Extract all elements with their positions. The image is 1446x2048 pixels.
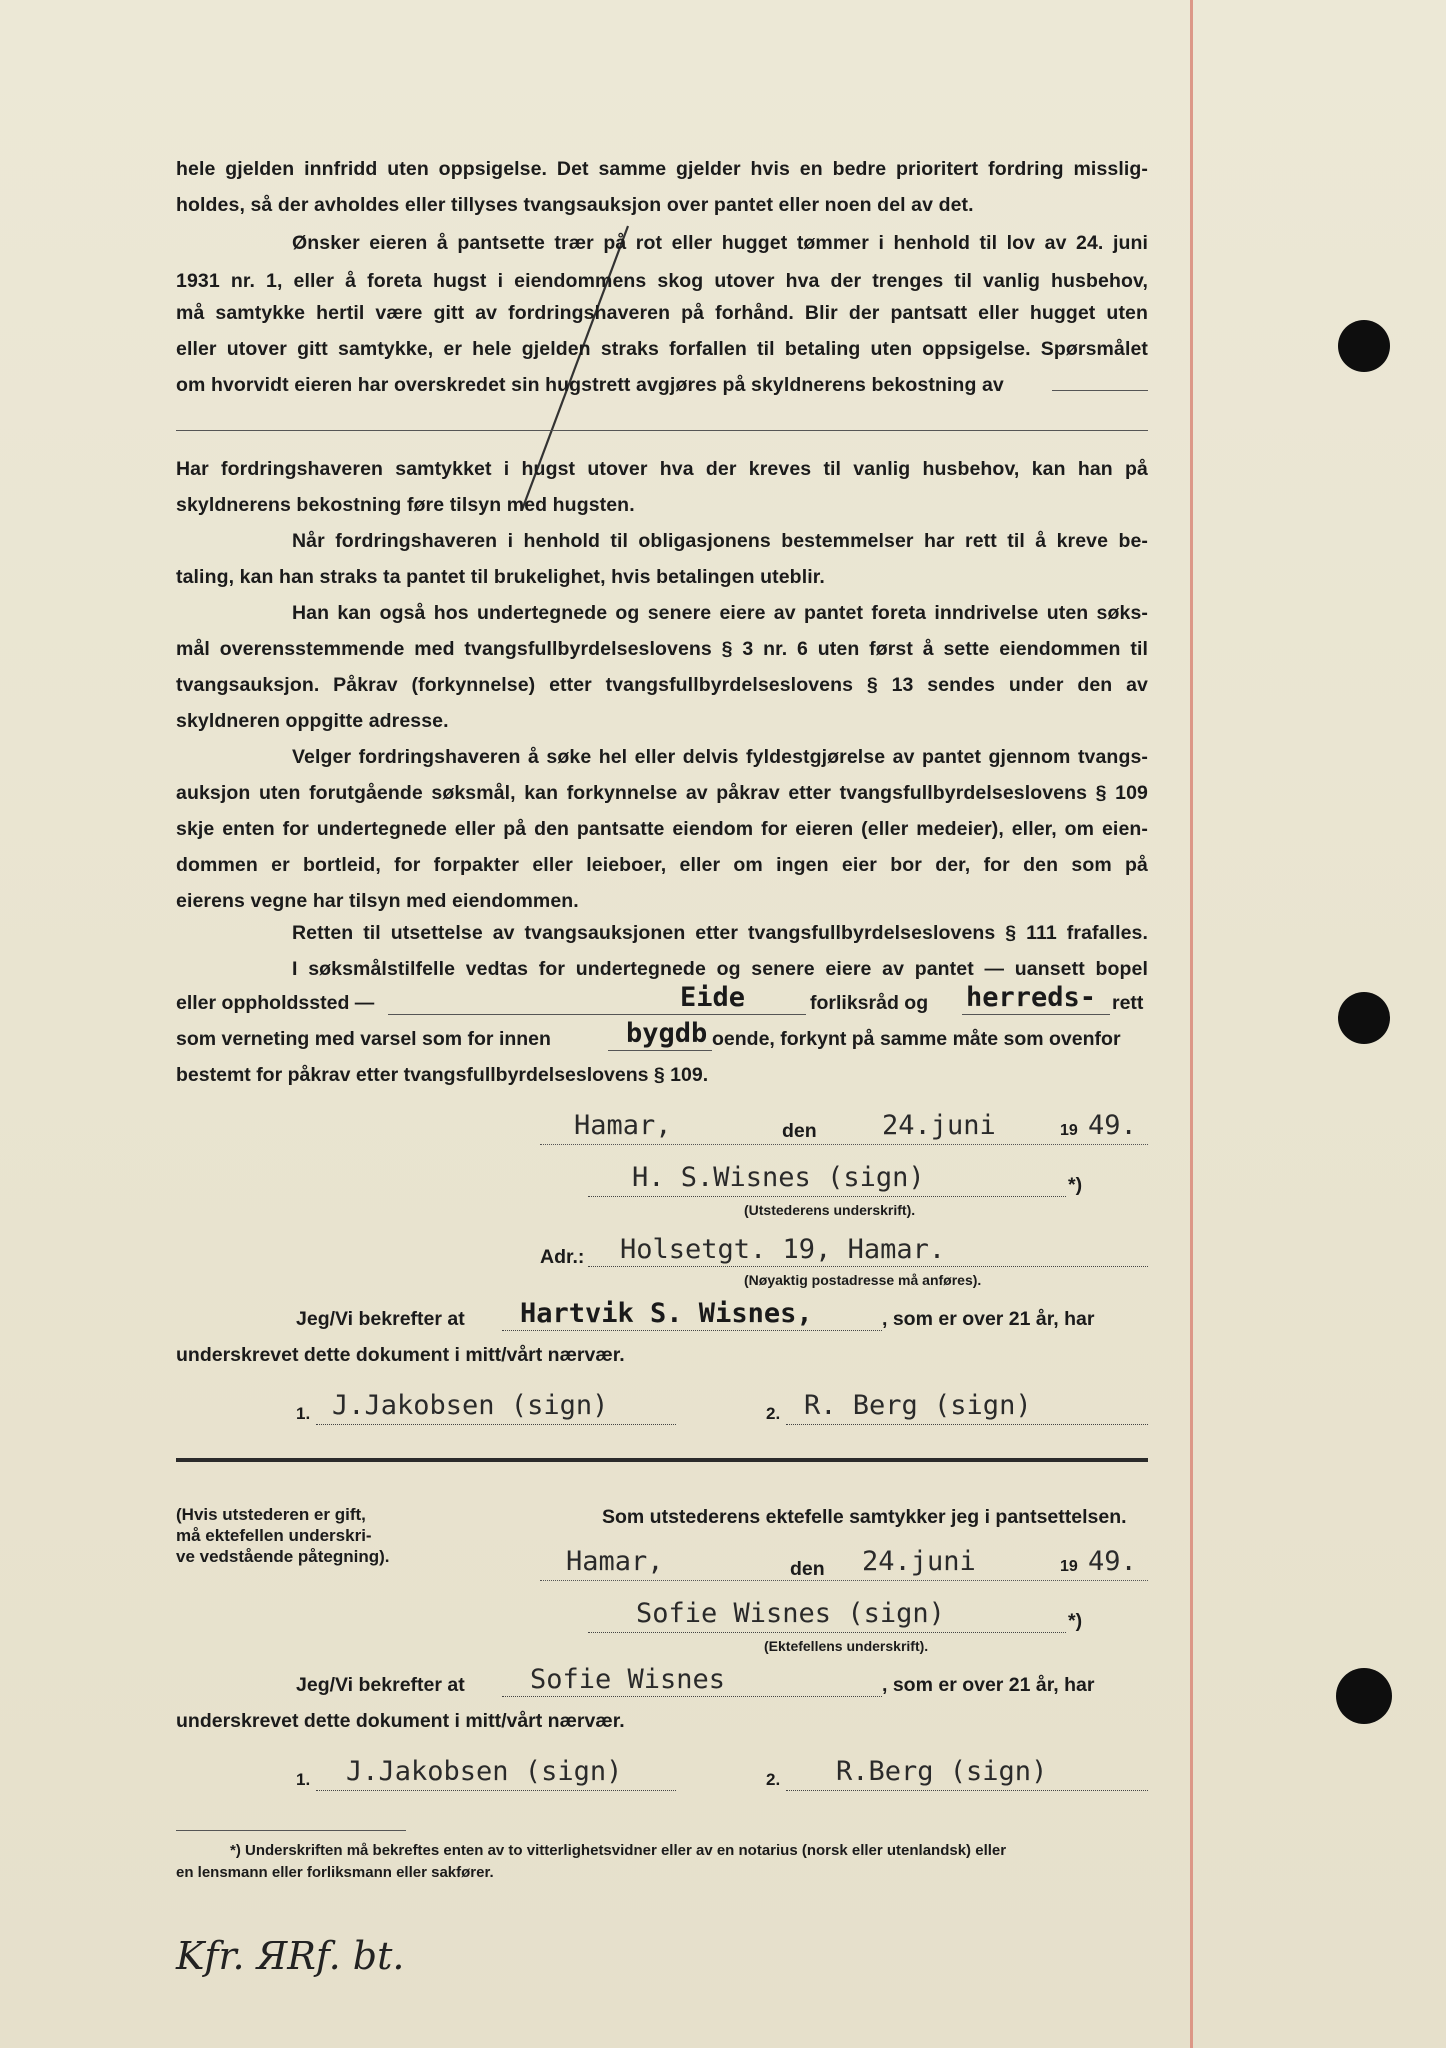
witness2-num2: 2. [766,1770,781,1789]
signature-line [786,1790,1148,1791]
address-value: Holsetgt. 19, Hamar. [620,1234,946,1265]
signature-line [588,1632,1066,1633]
para2-line2: 1931 nr. 1, eller å foreta hugst i eiendommens skog utover hva der trenges til vanlig husbehov, [176,270,1148,292]
spouse-note-3: ve vedstående påtegning). [176,1547,390,1566]
signature-line [316,1424,676,1425]
para3-line1: Har fordringshaveren samtykket i hugst utover hva der kreves til vanlig husbehov, kan han på [176,458,1148,480]
para8-line1: I søksmålstilfelle vedtas for undertegnede og senere eiere av pantet — uansett bopel [292,958,1148,980]
court-type: herreds- [966,982,1097,1013]
para2-line3: må samtykke hertil være gitt av fordringshaveren på forhånd. Blir der pantsatt eller hugget uten [176,302,1148,324]
para8-line3-b: oende, forkynt på samme måte som ovenfor [712,1028,1121,1050]
witness1-line1-a: Jeg/Vi bekrefter at [296,1308,465,1330]
witness2-num1: 1. [296,1770,311,1789]
para5-line3: tvangsauksjon. Påkrav (forkynnelse) etter tvangsfullbyrdelseslovens § 13 sendes under den av [176,674,1148,696]
date2-year: 49. [1088,1546,1137,1577]
fill-rule [502,1696,882,1697]
punch-hole-bottom [1336,1668,1392,1724]
para8-line2-c: rett [1112,992,1144,1014]
footnote-line1: *) Underskriften må bekreftes enten av to vitterlighetsvidner eller av en notarius (norsk eller utenlandsk) eller [230,1842,1007,1859]
para8-line2-a: eller oppholdssted — [176,992,375,1014]
para4-line2: taling, kan han straks ta pantet til brukelighet, hvis betalingen uteblir. [176,566,825,588]
para6-line3: skje enten for undertegnede eller på den pantsatte eiendom for eieren (eller medeier), eller, om eien- [176,818,1148,840]
date1-year: 49. [1088,1110,1137,1141]
witness1-num2: 2. [766,1404,781,1423]
date1-century: 19 [1060,1122,1078,1139]
para1-line2: holdes, så der avholdes eller tillyses tvangsauksjon over pantet eller noen del av det. [176,194,974,216]
date2-place: Hamar, [566,1546,664,1577]
spouse-signature-caption: (Ektefellens underskrift). [764,1638,929,1654]
fill-rule [1052,390,1148,391]
para2-line4: eller utover gitt samtykke, er hele gjelden straks forfallen til betaling uten oppsigelse. Spørsmålet [176,338,1148,360]
para2-line1: Ønsker eieren å pantsette trær på rot eller hugget tømmer i henhold til lov av 24. juni [292,232,1148,254]
witness1-line1-b: , som er over 21 år, har [882,1308,1095,1330]
para2-line5: om hvorvidt eieren har overskredet sin hugstrett avgjøres på skyldnerens bekostning av [176,374,1004,396]
signature-line [588,1196,1066,1197]
date2-day: 24.juni [862,1546,976,1577]
witness1-issuer-name: Hartvik S. Wisnes, [520,1298,813,1329]
para6-line4: dommen er bortleid, for forpakter eller leieboer, eller om ingen eier bor der, for den som på [176,854,1148,876]
fill-rule [502,1330,882,1331]
issuer-signature-caption: (Utstederens underskrift). [744,1202,916,1218]
date2-century: 19 [1060,1558,1078,1575]
footnote-rule [176,1830,406,1831]
address-caption: (Nøyaktig postadresse må anføres). [744,1272,982,1288]
spouse-note-1: (Hvis utstederen er gift, [176,1505,366,1524]
para1-line1: hele gjelden innfridd uten oppsigelse. Det samme gjelder hvis en bedre prioritert fordring misslig- [176,158,1148,180]
red-margin-line [1190,0,1193,2048]
para6-line2: auksjon uten forutgående søksmål, kan forkynnelse av påkrav etter tvangsfullbyrdelseslovens § 109 [176,782,1148,804]
para8-line2-b: forliksråd og [810,992,929,1014]
witness2-line1-b: , som er over 21 år, har [882,1674,1095,1696]
handwritten-note: Kfr. ЯRf. bt. [176,1934,405,1978]
para5-line2: mål overensstemmende med tvangsfullbyrdelseslovens § 3 nr. 6 uten først å sette eiendommen til [176,638,1148,660]
date1-place: Hamar, [574,1110,672,1141]
witness2-spouse-name: Sofie Wisnes [530,1664,726,1695]
witness2-line2: underskrevet dette dokument i mitt/vårt nærvær. [176,1710,625,1732]
witness1-num1: 1. [296,1404,311,1423]
signature-line [786,1424,1148,1425]
fill-rule [608,1050,712,1051]
spouse-heading: Som utstederens ektefelle samtykker jeg i pantsettelsen. [602,1506,1127,1528]
spouse-note-2: må ektefellen underskri- [176,1526,372,1545]
address-label: Adr.: [540,1246,585,1268]
para3-line2: skyldnerens bekostning føre tilsyn med hugsten. [176,494,635,516]
para7-line1: Retten til utsettelse av tvangsauksjonen etter tvangsfullbyrdelseslovens § 111 frafalles. [292,922,1148,944]
date1-den: den [782,1120,817,1142]
punch-hole-top [1338,320,1390,372]
signature-line [316,1790,676,1791]
para8-line3-a: som verneting med varsel som for innen [176,1028,551,1050]
section-divider [176,1458,1148,1462]
witness1-line2: underskrevet dette dokument i mitt/vårt nærvær. [176,1344,625,1366]
punch-hole-middle [1338,992,1390,1044]
witness1-sig2: R. Berg (sign) [804,1390,1032,1421]
footnote-line2: en lensmann eller forliksmann eller sakfører. [176,1864,494,1881]
fill-rule [388,1014,806,1015]
para4-line1: Når fordringshaveren i henhold til obligasjonens bestemmelser har rett til å kreve be- [292,530,1148,552]
witness2-sig2: R.Berg (sign) [836,1756,1048,1787]
date-line [540,1580,1148,1581]
date-line [540,1144,1148,1145]
date2-den: den [790,1558,825,1580]
para5-line1: Han kan også hos undertegnede og senere eiere av pantet foreta inndrivelse uten søks- [292,602,1148,624]
address-line [588,1266,1148,1267]
para6-line5: eierens vegne har tilsyn med eiendommen. [176,890,579,912]
venue-fill: bygdb [626,1018,708,1049]
spouse-signature: Sofie Wisnes (sign) [636,1598,945,1629]
para5-line4: skyldneren oppgitte adresse. [176,710,449,732]
para6-line1: Velger fordringshaveren å søke hel eller delvis fyldestgjørelse av pantet gjennom tvangs- [292,746,1148,768]
footnote-mark: *) [1068,1174,1083,1196]
date1-day: 24.juni [882,1110,996,1141]
witness2-line1-a: Jeg/Vi bekrefter at [296,1674,465,1696]
issuer-signature: H. S.Wisnes (sign) [632,1162,925,1193]
footnote-mark: *) [1068,1610,1083,1632]
witness2-sig1: J.Jakobsen (sign) [346,1756,623,1787]
fill-rule [176,430,1148,431]
para8-line4: bestemt for påkrav etter tvangsfullbyrdelseslovens § 109. [176,1064,709,1086]
fill-rule [962,1014,1110,1015]
court-name: Eide [680,982,746,1013]
witness1-sig1: J.Jakobsen (sign) [332,1390,609,1421]
